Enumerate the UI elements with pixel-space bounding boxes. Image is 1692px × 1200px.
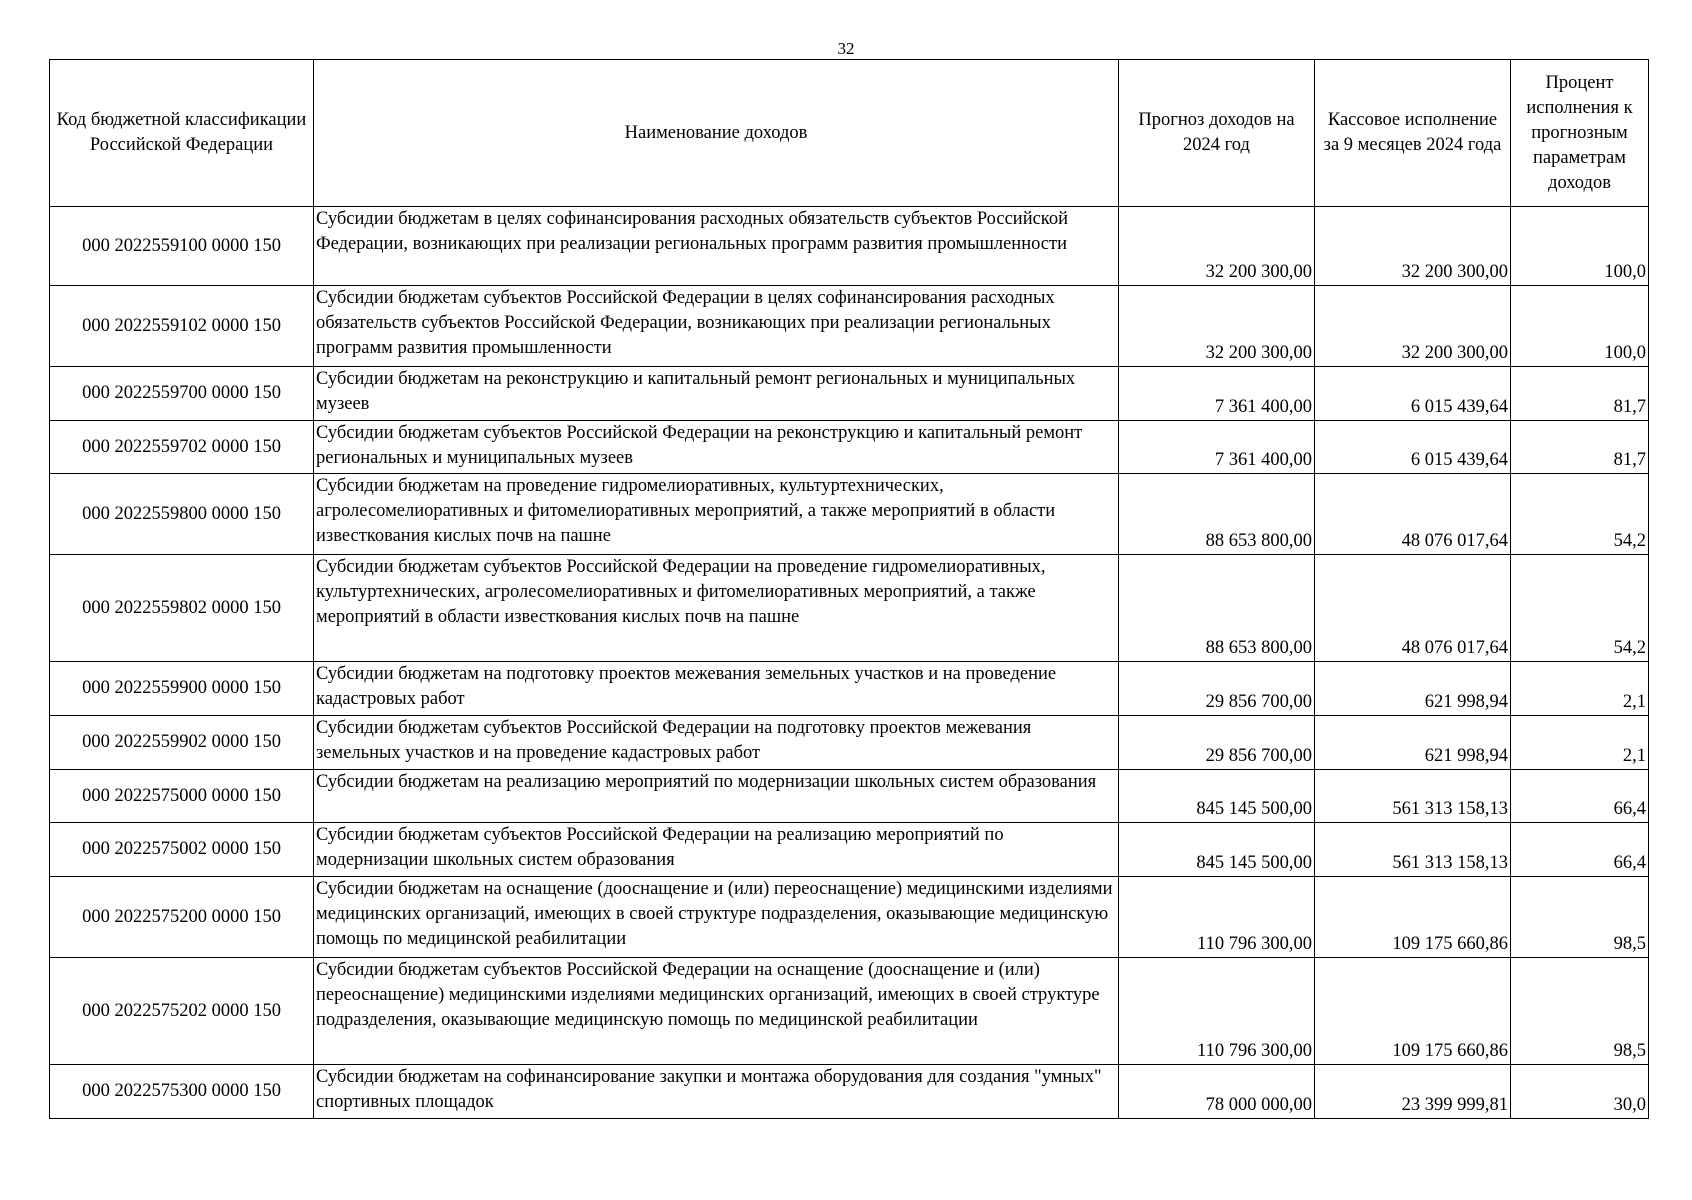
cell-name: Субсидии бюджетам субъектов Российской Федерации на реконструкцию и капитальный ремонт региональных и муниципальных музеев (314, 421, 1119, 474)
cell-name: Субсидии бюджетам на подготовку проектов межевания земельных участков и на проведение кадастровых работ (314, 662, 1119, 716)
cell-percent: 98,5 (1511, 958, 1649, 1065)
cell-name: Субсидии бюджетам в целях софинансирования расходных обязательств субъектов Российской Федерации, возникающих при реализации региональных программ развития промышленности (314, 207, 1119, 286)
table-row (50, 421, 1649, 474)
header-forecast: Прогноз доходов на 2024 год (1119, 60, 1315, 207)
cell-forecast: 845 145 500,00 (1119, 770, 1315, 823)
cell-code: 000 2022575002 0000 150 (50, 823, 314, 877)
table-row (50, 474, 1649, 555)
cell-execution: 48 076 017,64 (1315, 555, 1511, 662)
cell-name: Субсидии бюджетам субъектов Российской Федерации на оснащение (дооснащение и (или) переоснащение) медицинскими изделиями медицинских организаций, имеющих в своей структуре подразделения, оказывающие медицинскую помощь по медицинской реабилитации (314, 958, 1119, 1065)
header-code: Код бюджетной классификации Российской Федерации (50, 60, 314, 207)
cell-forecast: 7 361 400,00 (1119, 367, 1315, 421)
cell-forecast: 88 653 800,00 (1119, 474, 1315, 555)
cell-code: 000 2022559800 0000 150 (50, 474, 314, 555)
cell-execution: 621 998,94 (1315, 716, 1511, 770)
cell-name: Субсидии бюджетам на реализацию мероприятий по модернизации школьных систем образования (314, 770, 1119, 823)
table-row (50, 1065, 1649, 1119)
table-row (50, 555, 1649, 662)
cell-forecast: 110 796 300,00 (1119, 877, 1315, 958)
cell-execution: 32 200 300,00 (1315, 207, 1511, 286)
cell-forecast: 32 200 300,00 (1119, 286, 1315, 367)
cell-name: Субсидии бюджетам на проведение гидромелиоративных, культуртехнических, агролесомелиоративных и фитомелиоративных мероприятий, а также мероприятий в области известкования кислых почв на пашне (314, 474, 1119, 555)
cell-percent: 66,4 (1511, 770, 1649, 823)
table-row (50, 367, 1649, 421)
table-row (50, 823, 1649, 877)
cell-percent: 54,2 (1511, 474, 1649, 555)
cell-execution: 621 998,94 (1315, 662, 1511, 716)
header-execution: Кассовое исполнение за 9 месяцев 2024 года (1315, 60, 1511, 207)
cell-forecast: 78 000 000,00 (1119, 1065, 1315, 1119)
cell-forecast: 845 145 500,00 (1119, 823, 1315, 877)
cell-name: Субсидии бюджетам на реконструкцию и капитальный ремонт региональных и муниципальных музеев (314, 367, 1119, 421)
cell-code: 000 2022559802 0000 150 (50, 555, 314, 662)
cell-forecast: 32 200 300,00 (1119, 207, 1315, 286)
cell-percent: 66,4 (1511, 823, 1649, 877)
cell-percent: 100,0 (1511, 286, 1649, 367)
cell-forecast: 88 653 800,00 (1119, 555, 1315, 662)
cell-percent: 2,1 (1511, 716, 1649, 770)
cell-code: 000 2022559100 0000 150 (50, 207, 314, 286)
table-header-row (50, 60, 1649, 207)
cell-execution: 561 313 158,13 (1315, 770, 1511, 823)
cell-percent: 2,1 (1511, 662, 1649, 716)
cell-code: 000 2022559902 0000 150 (50, 716, 314, 770)
cell-code: 000 2022575000 0000 150 (50, 770, 314, 823)
cell-percent: 54,2 (1511, 555, 1649, 662)
cell-code: 000 2022559702 0000 150 (50, 421, 314, 474)
cell-name: Субсидии бюджетам на оснащение (дооснащение и (или) переоснащение) медицинскими изделиями медицинских организаций, имеющих в своей структуре подразделения, оказывающие медицинскую помощь по медицинской реабилитации (314, 877, 1119, 958)
table-row (50, 286, 1649, 367)
table-row (50, 770, 1649, 823)
page-number: 32 (837, 39, 855, 58)
cell-code: 000 2022559700 0000 150 (50, 367, 314, 421)
table-row (50, 662, 1649, 716)
cell-name: Субсидии бюджетам субъектов Российской Федерации на проведение гидромелиоративных, культуртехнических, агролесомелиоративных и фитомелиоративных мероприятий, а также мероприятий в области известкования кислых почв на пашне (314, 555, 1119, 662)
cell-name: Субсидии бюджетам субъектов Российской Федерации на подготовку проектов межевания земельных участков и на проведение кадастровых работ (314, 716, 1119, 770)
cell-execution: 6 015 439,64 (1315, 367, 1511, 421)
header-percent: Процент исполнения к прогнозным параметрам доходов (1511, 60, 1649, 207)
cell-execution: 561 313 158,13 (1315, 823, 1511, 877)
cell-percent: 100,0 (1511, 207, 1649, 286)
cell-forecast: 7 361 400,00 (1119, 421, 1315, 474)
budget-revenue-table (49, 59, 1649, 1119)
cell-percent: 98,5 (1511, 877, 1649, 958)
cell-percent: 81,7 (1511, 367, 1649, 421)
cell-execution: 23 399 999,81 (1315, 1065, 1511, 1119)
cell-execution: 6 015 439,64 (1315, 421, 1511, 474)
cell-execution: 32 200 300,00 (1315, 286, 1511, 367)
cell-execution: 109 175 660,86 (1315, 877, 1511, 958)
cell-name: Субсидии бюджетам на софинансирование закупки и монтажа оборудования для создания "умных" спортивных площадок (314, 1065, 1119, 1119)
table-row (50, 877, 1649, 958)
cell-name: Субсидии бюджетам субъектов Российской Федерации в целях софинансирования расходных обязательств субъектов Российской Федерации, возникающих при реализации региональных программ развития промышленности (314, 286, 1119, 367)
table-row (50, 716, 1649, 770)
header-name: Наименование доходов (314, 60, 1119, 207)
cell-code: 000 2022559102 0000 150 (50, 286, 314, 367)
cell-name: Субсидии бюджетам субъектов Российской Федерации на реализацию мероприятий по модернизации школьных систем образования (314, 823, 1119, 877)
cell-percent: 30,0 (1511, 1065, 1649, 1119)
cell-code: 000 2022575200 0000 150 (50, 877, 314, 958)
cell-code: 000 2022575300 0000 150 (50, 1065, 314, 1119)
cell-forecast: 29 856 700,00 (1119, 716, 1315, 770)
cell-execution: 48 076 017,64 (1315, 474, 1511, 555)
cell-execution: 109 175 660,86 (1315, 958, 1511, 1065)
cell-forecast: 110 796 300,00 (1119, 958, 1315, 1065)
cell-percent: 81,7 (1511, 421, 1649, 474)
cell-code: 000 2022559900 0000 150 (50, 662, 314, 716)
table-row (50, 207, 1649, 286)
cell-code: 000 2022575202 0000 150 (50, 958, 314, 1065)
cell-forecast: 29 856 700,00 (1119, 662, 1315, 716)
table-row (50, 958, 1649, 1065)
